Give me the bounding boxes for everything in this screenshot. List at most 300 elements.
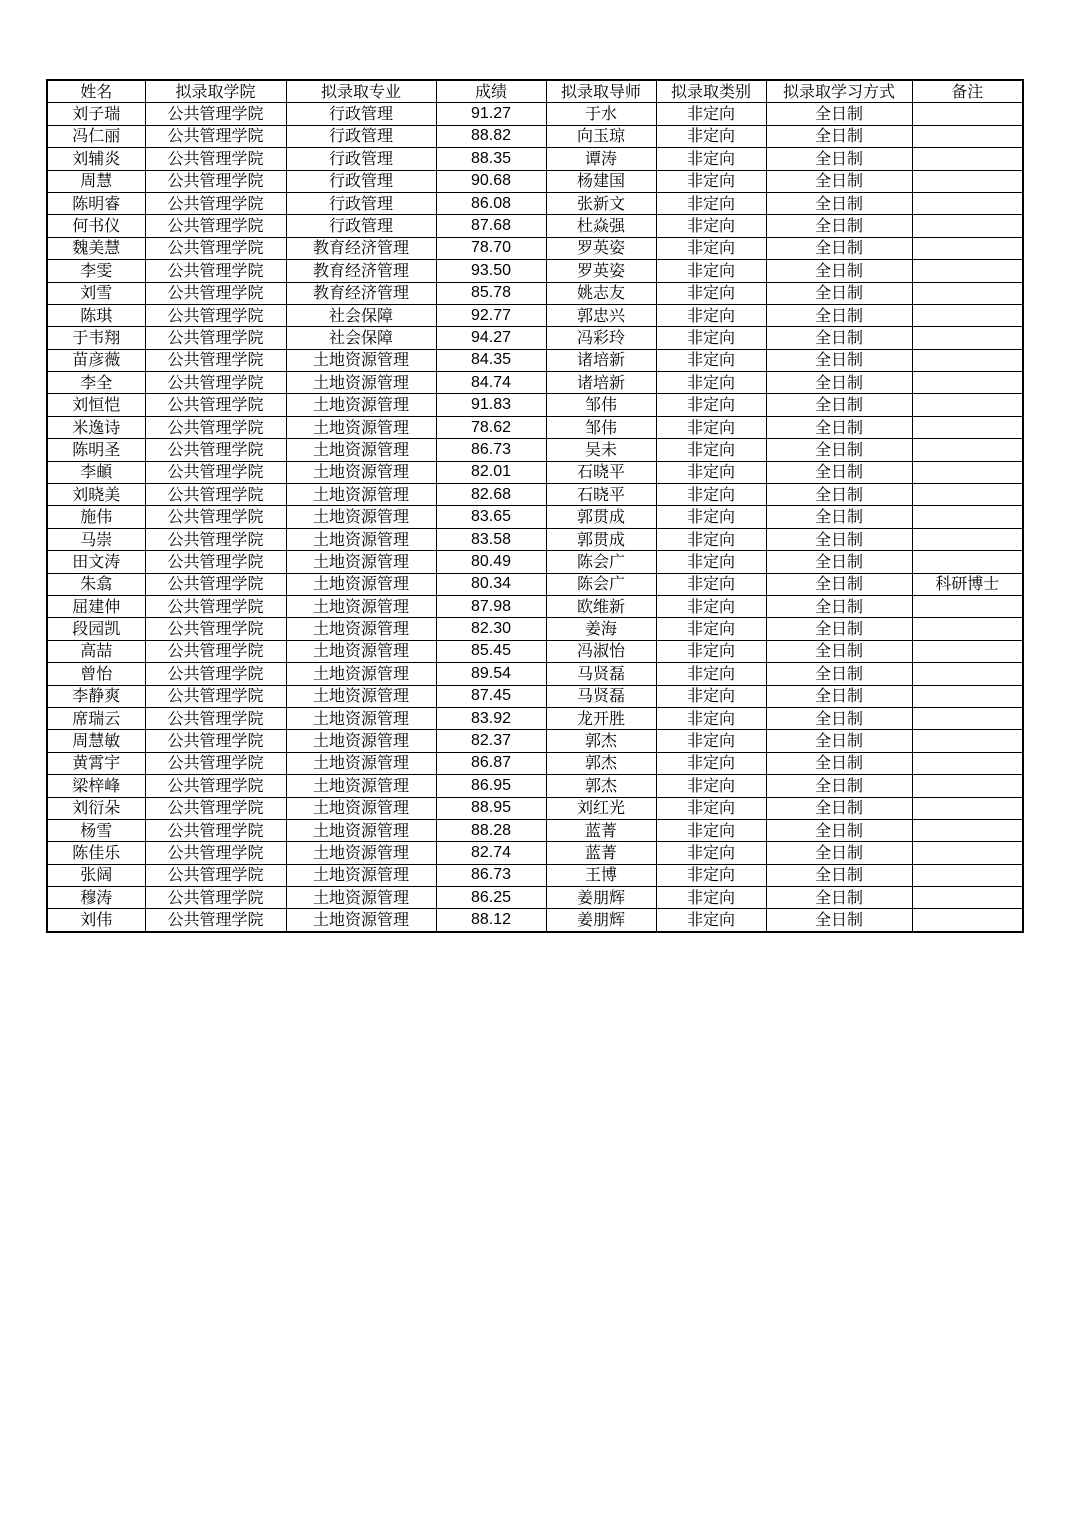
cell-name: 朱翕 bbox=[47, 573, 145, 595]
cell-major: 土地资源管理 bbox=[286, 730, 436, 752]
cell-major: 土地资源管理 bbox=[286, 372, 436, 394]
cell-name: 陈明圣 bbox=[47, 439, 145, 461]
cell-remarks bbox=[912, 618, 1023, 640]
cell-major: 土地资源管理 bbox=[286, 416, 436, 438]
cell-category: 非定向 bbox=[656, 864, 766, 886]
cell-score: 86.95 bbox=[436, 775, 546, 797]
cell-advisor: 张新文 bbox=[546, 192, 656, 214]
cell-college: 公共管理学院 bbox=[145, 595, 286, 617]
cell-study-mode: 全日制 bbox=[766, 416, 912, 438]
cell-score: 86.73 bbox=[436, 864, 546, 886]
cell-score: 85.78 bbox=[436, 282, 546, 304]
cell-college: 公共管理学院 bbox=[145, 842, 286, 864]
cell-category: 非定向 bbox=[656, 752, 766, 774]
table-header bbox=[47, 80, 1023, 103]
table-row bbox=[47, 394, 1023, 416]
header-row bbox=[47, 80, 1023, 103]
cell-category: 非定向 bbox=[656, 416, 766, 438]
cell-advisor: 姜海 bbox=[546, 618, 656, 640]
header-category: 拟录取类别 bbox=[656, 80, 766, 103]
cell-category: 非定向 bbox=[656, 192, 766, 214]
cell-major: 土地资源管理 bbox=[286, 707, 436, 729]
cell-category: 非定向 bbox=[656, 819, 766, 841]
cell-remarks bbox=[912, 461, 1023, 483]
cell-advisor: 郭杰 bbox=[546, 752, 656, 774]
cell-college: 公共管理学院 bbox=[145, 327, 286, 349]
cell-major: 土地资源管理 bbox=[286, 618, 436, 640]
cell-major: 土地资源管理 bbox=[286, 819, 436, 841]
cell-advisor: 马贤磊 bbox=[546, 663, 656, 685]
cell-score: 80.34 bbox=[436, 573, 546, 595]
cell-category: 非定向 bbox=[656, 909, 766, 932]
table-row bbox=[47, 595, 1023, 617]
cell-category: 非定向 bbox=[656, 595, 766, 617]
cell-advisor: 姜朋辉 bbox=[546, 887, 656, 909]
cell-name: 何书仪 bbox=[47, 215, 145, 237]
cell-college: 公共管理学院 bbox=[145, 103, 286, 125]
cell-study-mode: 全日制 bbox=[766, 551, 912, 573]
header-study-mode: 拟录取学习方式 bbox=[766, 80, 912, 103]
cell-category: 非定向 bbox=[656, 551, 766, 573]
cell-major: 行政管理 bbox=[286, 192, 436, 214]
cell-study-mode: 全日制 bbox=[766, 237, 912, 259]
table-row bbox=[47, 573, 1023, 595]
cell-category: 非定向 bbox=[656, 260, 766, 282]
table-body bbox=[47, 103, 1023, 932]
header-advisor: 拟录取导师 bbox=[546, 80, 656, 103]
cell-major: 教育经济管理 bbox=[286, 237, 436, 259]
cell-college: 公共管理学院 bbox=[145, 439, 286, 461]
cell-major: 行政管理 bbox=[286, 125, 436, 147]
cell-advisor: 姜朋辉 bbox=[546, 909, 656, 932]
cell-college: 公共管理学院 bbox=[145, 125, 286, 147]
cell-score: 87.98 bbox=[436, 595, 546, 617]
cell-study-mode: 全日制 bbox=[766, 192, 912, 214]
table-row bbox=[47, 237, 1023, 259]
cell-major: 土地资源管理 bbox=[286, 484, 436, 506]
cell-major: 土地资源管理 bbox=[286, 864, 436, 886]
cell-college: 公共管理学院 bbox=[145, 394, 286, 416]
cell-category: 非定向 bbox=[656, 887, 766, 909]
cell-study-mode: 全日制 bbox=[766, 864, 912, 886]
cell-advisor: 郭忠兴 bbox=[546, 304, 656, 326]
cell-major: 土地资源管理 bbox=[286, 842, 436, 864]
cell-category: 非定向 bbox=[656, 349, 766, 371]
cell-score: 86.73 bbox=[436, 439, 546, 461]
cell-advisor: 郭贯成 bbox=[546, 528, 656, 550]
cell-name: 苗彦薇 bbox=[47, 349, 145, 371]
cell-remarks bbox=[912, 595, 1023, 617]
cell-remarks bbox=[912, 707, 1023, 729]
cell-remarks bbox=[912, 752, 1023, 774]
cell-major: 土地资源管理 bbox=[286, 640, 436, 662]
cell-college: 公共管理学院 bbox=[145, 573, 286, 595]
cell-college: 公共管理学院 bbox=[145, 551, 286, 573]
cell-advisor: 于水 bbox=[546, 103, 656, 125]
cell-study-mode: 全日制 bbox=[766, 327, 912, 349]
cell-study-mode: 全日制 bbox=[766, 752, 912, 774]
cell-advisor: 罗英姿 bbox=[546, 237, 656, 259]
cell-score: 83.58 bbox=[436, 528, 546, 550]
cell-name: 刘雪 bbox=[47, 282, 145, 304]
table-row bbox=[47, 842, 1023, 864]
cell-category: 非定向 bbox=[656, 797, 766, 819]
cell-study-mode: 全日制 bbox=[766, 528, 912, 550]
cell-major: 行政管理 bbox=[286, 103, 436, 125]
cell-score: 88.35 bbox=[436, 148, 546, 170]
cell-study-mode: 全日制 bbox=[766, 506, 912, 528]
cell-major: 土地资源管理 bbox=[286, 685, 436, 707]
cell-name: 刘晓美 bbox=[47, 484, 145, 506]
cell-score: 88.82 bbox=[436, 125, 546, 147]
cell-category: 非定向 bbox=[656, 170, 766, 192]
cell-score: 82.30 bbox=[436, 618, 546, 640]
cell-advisor: 蓝菁 bbox=[546, 819, 656, 841]
table-row bbox=[47, 439, 1023, 461]
table-row bbox=[47, 640, 1023, 662]
table-row bbox=[47, 618, 1023, 640]
cell-name: 田文涛 bbox=[47, 551, 145, 573]
cell-college: 公共管理学院 bbox=[145, 730, 286, 752]
cell-category: 非定向 bbox=[656, 282, 766, 304]
cell-name: 魏美慧 bbox=[47, 237, 145, 259]
table-row bbox=[47, 887, 1023, 909]
cell-name: 刘子瑞 bbox=[47, 103, 145, 125]
cell-name: 马崇 bbox=[47, 528, 145, 550]
cell-score: 90.68 bbox=[436, 170, 546, 192]
cell-advisor: 郭杰 bbox=[546, 775, 656, 797]
cell-category: 非定向 bbox=[656, 640, 766, 662]
cell-remarks: 科研博士 bbox=[912, 573, 1023, 595]
cell-remarks bbox=[912, 864, 1023, 886]
cell-college: 公共管理学院 bbox=[145, 372, 286, 394]
cell-score: 78.70 bbox=[436, 237, 546, 259]
cell-name: 黄霄宇 bbox=[47, 752, 145, 774]
table-row bbox=[47, 148, 1023, 170]
cell-score: 87.45 bbox=[436, 685, 546, 707]
cell-name: 梁梓峰 bbox=[47, 775, 145, 797]
header-score: 成绩 bbox=[436, 80, 546, 103]
cell-major: 行政管理 bbox=[286, 148, 436, 170]
cell-college: 公共管理学院 bbox=[145, 461, 286, 483]
cell-advisor: 王博 bbox=[546, 864, 656, 886]
cell-score: 87.68 bbox=[436, 215, 546, 237]
cell-remarks bbox=[912, 215, 1023, 237]
cell-score: 86.87 bbox=[436, 752, 546, 774]
cell-study-mode: 全日制 bbox=[766, 797, 912, 819]
cell-remarks bbox=[912, 797, 1023, 819]
cell-category: 非定向 bbox=[656, 573, 766, 595]
cell-college: 公共管理学院 bbox=[145, 909, 286, 932]
table-row bbox=[47, 752, 1023, 774]
cell-study-mode: 全日制 bbox=[766, 394, 912, 416]
table-row bbox=[47, 327, 1023, 349]
cell-name: 李静爽 bbox=[47, 685, 145, 707]
cell-study-mode: 全日制 bbox=[766, 573, 912, 595]
cell-study-mode: 全日制 bbox=[766, 707, 912, 729]
cell-name: 米逸诗 bbox=[47, 416, 145, 438]
cell-category: 非定向 bbox=[656, 439, 766, 461]
cell-major: 土地资源管理 bbox=[286, 663, 436, 685]
cell-college: 公共管理学院 bbox=[145, 282, 286, 304]
table-row bbox=[47, 506, 1023, 528]
header-major: 拟录取专业 bbox=[286, 80, 436, 103]
cell-advisor: 吴未 bbox=[546, 439, 656, 461]
cell-name: 穆涛 bbox=[47, 887, 145, 909]
cell-remarks bbox=[912, 819, 1023, 841]
admission-table bbox=[46, 79, 1024, 933]
cell-college: 公共管理学院 bbox=[145, 752, 286, 774]
cell-name: 周慧敏 bbox=[47, 730, 145, 752]
cell-study-mode: 全日制 bbox=[766, 103, 912, 125]
cell-advisor: 陈会广 bbox=[546, 573, 656, 595]
cell-score: 84.35 bbox=[436, 349, 546, 371]
cell-remarks bbox=[912, 327, 1023, 349]
cell-remarks bbox=[912, 125, 1023, 147]
cell-category: 非定向 bbox=[656, 461, 766, 483]
cell-name: 段园凯 bbox=[47, 618, 145, 640]
cell-study-mode: 全日制 bbox=[766, 640, 912, 662]
cell-study-mode: 全日制 bbox=[766, 595, 912, 617]
cell-advisor: 石晓平 bbox=[546, 484, 656, 506]
cell-remarks bbox=[912, 663, 1023, 685]
cell-remarks bbox=[912, 148, 1023, 170]
cell-name: 施伟 bbox=[47, 506, 145, 528]
cell-score: 86.08 bbox=[436, 192, 546, 214]
cell-study-mode: 全日制 bbox=[766, 439, 912, 461]
cell-college: 公共管理学院 bbox=[145, 304, 286, 326]
cell-remarks bbox=[912, 730, 1023, 752]
cell-college: 公共管理学院 bbox=[145, 685, 286, 707]
cell-major: 土地资源管理 bbox=[286, 528, 436, 550]
cell-name: 陈琪 bbox=[47, 304, 145, 326]
cell-name: 高喆 bbox=[47, 640, 145, 662]
cell-advisor: 冯彩玲 bbox=[546, 327, 656, 349]
cell-college: 公共管理学院 bbox=[145, 707, 286, 729]
cell-advisor: 杨建国 bbox=[546, 170, 656, 192]
cell-study-mode: 全日制 bbox=[766, 372, 912, 394]
cell-college: 公共管理学院 bbox=[145, 416, 286, 438]
cell-remarks bbox=[912, 416, 1023, 438]
table-row bbox=[47, 528, 1023, 550]
cell-major: 土地资源管理 bbox=[286, 506, 436, 528]
cell-advisor: 罗英姿 bbox=[546, 260, 656, 282]
cell-college: 公共管理学院 bbox=[145, 640, 286, 662]
table-row bbox=[47, 797, 1023, 819]
cell-remarks bbox=[912, 304, 1023, 326]
table-row bbox=[47, 864, 1023, 886]
cell-category: 非定向 bbox=[656, 506, 766, 528]
cell-name: 席瑞云 bbox=[47, 707, 145, 729]
cell-major: 社会保障 bbox=[286, 304, 436, 326]
cell-name: 李雯 bbox=[47, 260, 145, 282]
cell-study-mode: 全日制 bbox=[766, 730, 912, 752]
cell-advisor: 石晓平 bbox=[546, 461, 656, 483]
cell-category: 非定向 bbox=[656, 707, 766, 729]
header-remarks: 备注 bbox=[912, 80, 1023, 103]
cell-major: 行政管理 bbox=[286, 215, 436, 237]
cell-study-mode: 全日制 bbox=[766, 887, 912, 909]
cell-advisor: 郭贯成 bbox=[546, 506, 656, 528]
cell-advisor: 诸培新 bbox=[546, 372, 656, 394]
cell-major: 行政管理 bbox=[286, 170, 436, 192]
cell-score: 88.28 bbox=[436, 819, 546, 841]
cell-score: 89.54 bbox=[436, 663, 546, 685]
cell-category: 非定向 bbox=[656, 730, 766, 752]
cell-advisor: 马贤磊 bbox=[546, 685, 656, 707]
table-row bbox=[47, 909, 1023, 932]
cell-study-mode: 全日制 bbox=[766, 819, 912, 841]
cell-college: 公共管理学院 bbox=[145, 349, 286, 371]
cell-college: 公共管理学院 bbox=[145, 528, 286, 550]
cell-remarks bbox=[912, 282, 1023, 304]
cell-category: 非定向 bbox=[656, 842, 766, 864]
table-row bbox=[47, 730, 1023, 752]
cell-advisor: 龙开胜 bbox=[546, 707, 656, 729]
cell-remarks bbox=[912, 260, 1023, 282]
cell-remarks bbox=[912, 237, 1023, 259]
cell-name: 冯仁丽 bbox=[47, 125, 145, 147]
cell-score: 85.45 bbox=[436, 640, 546, 662]
cell-study-mode: 全日制 bbox=[766, 842, 912, 864]
cell-category: 非定向 bbox=[656, 618, 766, 640]
cell-remarks bbox=[912, 685, 1023, 707]
cell-name: 刘衍朵 bbox=[47, 797, 145, 819]
cell-score: 88.95 bbox=[436, 797, 546, 819]
cell-remarks bbox=[912, 372, 1023, 394]
table-row bbox=[47, 349, 1023, 371]
table-row bbox=[47, 125, 1023, 147]
cell-score: 83.65 bbox=[436, 506, 546, 528]
cell-score: 82.74 bbox=[436, 842, 546, 864]
cell-remarks bbox=[912, 909, 1023, 932]
cell-remarks bbox=[912, 439, 1023, 461]
cell-major: 教育经济管理 bbox=[286, 282, 436, 304]
cell-remarks bbox=[912, 192, 1023, 214]
cell-score: 82.37 bbox=[436, 730, 546, 752]
cell-major: 土地资源管理 bbox=[286, 595, 436, 617]
cell-remarks bbox=[912, 170, 1023, 192]
cell-remarks bbox=[912, 640, 1023, 662]
cell-score: 91.83 bbox=[436, 394, 546, 416]
cell-study-mode: 全日制 bbox=[766, 685, 912, 707]
cell-major: 教育经济管理 bbox=[286, 260, 436, 282]
cell-college: 公共管理学院 bbox=[145, 864, 286, 886]
cell-major: 土地资源管理 bbox=[286, 439, 436, 461]
cell-college: 公共管理学院 bbox=[145, 506, 286, 528]
cell-remarks bbox=[912, 484, 1023, 506]
cell-major: 土地资源管理 bbox=[286, 349, 436, 371]
cell-category: 非定向 bbox=[656, 215, 766, 237]
cell-score: 82.01 bbox=[436, 461, 546, 483]
cell-score: 84.74 bbox=[436, 372, 546, 394]
cell-major: 土地资源管理 bbox=[286, 909, 436, 932]
cell-name: 李全 bbox=[47, 372, 145, 394]
cell-name: 杨雪 bbox=[47, 819, 145, 841]
cell-study-mode: 全日制 bbox=[766, 282, 912, 304]
table-row bbox=[47, 775, 1023, 797]
cell-advisor: 姚志友 bbox=[546, 282, 656, 304]
cell-major: 土地资源管理 bbox=[286, 887, 436, 909]
cell-score: 82.68 bbox=[436, 484, 546, 506]
cell-study-mode: 全日制 bbox=[766, 349, 912, 371]
table-row bbox=[47, 372, 1023, 394]
table-row bbox=[47, 551, 1023, 573]
table-row bbox=[47, 416, 1023, 438]
cell-college: 公共管理学院 bbox=[145, 215, 286, 237]
cell-name: 张阔 bbox=[47, 864, 145, 886]
cell-college: 公共管理学院 bbox=[145, 618, 286, 640]
cell-major: 土地资源管理 bbox=[286, 775, 436, 797]
cell-score: 83.92 bbox=[436, 707, 546, 729]
cell-advisor: 向玉琼 bbox=[546, 125, 656, 147]
cell-advisor: 诸培新 bbox=[546, 349, 656, 371]
cell-college: 公共管理学院 bbox=[145, 663, 286, 685]
cell-name: 刘辅炎 bbox=[47, 148, 145, 170]
cell-advisor: 谭涛 bbox=[546, 148, 656, 170]
cell-college: 公共管理学院 bbox=[145, 797, 286, 819]
cell-advisor: 郭杰 bbox=[546, 730, 656, 752]
cell-category: 非定向 bbox=[656, 528, 766, 550]
cell-name: 周慧 bbox=[47, 170, 145, 192]
table-row bbox=[47, 663, 1023, 685]
cell-category: 非定向 bbox=[656, 372, 766, 394]
cell-score: 80.49 bbox=[436, 551, 546, 573]
cell-score: 88.12 bbox=[436, 909, 546, 932]
cell-study-mode: 全日制 bbox=[766, 260, 912, 282]
cell-score: 91.27 bbox=[436, 103, 546, 125]
table-row bbox=[47, 819, 1023, 841]
table-row bbox=[47, 685, 1023, 707]
cell-remarks bbox=[912, 551, 1023, 573]
cell-study-mode: 全日制 bbox=[766, 461, 912, 483]
cell-name: 陈明睿 bbox=[47, 192, 145, 214]
table-row bbox=[47, 170, 1023, 192]
cell-college: 公共管理学院 bbox=[145, 237, 286, 259]
cell-category: 非定向 bbox=[656, 484, 766, 506]
cell-name: 陈佳乐 bbox=[47, 842, 145, 864]
table-row bbox=[47, 304, 1023, 326]
cell-study-mode: 全日制 bbox=[766, 618, 912, 640]
cell-major: 社会保障 bbox=[286, 327, 436, 349]
cell-study-mode: 全日制 bbox=[766, 304, 912, 326]
header-college: 拟录取学院 bbox=[145, 80, 286, 103]
cell-advisor: 欧维新 bbox=[546, 595, 656, 617]
cell-advisor: 陈会广 bbox=[546, 551, 656, 573]
cell-category: 非定向 bbox=[656, 148, 766, 170]
cell-college: 公共管理学院 bbox=[145, 148, 286, 170]
cell-college: 公共管理学院 bbox=[145, 775, 286, 797]
cell-college: 公共管理学院 bbox=[145, 819, 286, 841]
cell-major: 土地资源管理 bbox=[286, 551, 436, 573]
table-row bbox=[47, 461, 1023, 483]
cell-category: 非定向 bbox=[656, 327, 766, 349]
cell-advisor: 刘红光 bbox=[546, 797, 656, 819]
cell-college: 公共管理学院 bbox=[145, 170, 286, 192]
cell-study-mode: 全日制 bbox=[766, 215, 912, 237]
table-row bbox=[47, 260, 1023, 282]
table-row bbox=[47, 707, 1023, 729]
cell-study-mode: 全日制 bbox=[766, 909, 912, 932]
cell-college: 公共管理学院 bbox=[145, 260, 286, 282]
cell-remarks bbox=[912, 506, 1023, 528]
cell-category: 非定向 bbox=[656, 775, 766, 797]
cell-category: 非定向 bbox=[656, 125, 766, 147]
cell-major: 土地资源管理 bbox=[286, 394, 436, 416]
cell-score: 78.62 bbox=[436, 416, 546, 438]
cell-name: 李頔 bbox=[47, 461, 145, 483]
cell-category: 非定向 bbox=[656, 394, 766, 416]
